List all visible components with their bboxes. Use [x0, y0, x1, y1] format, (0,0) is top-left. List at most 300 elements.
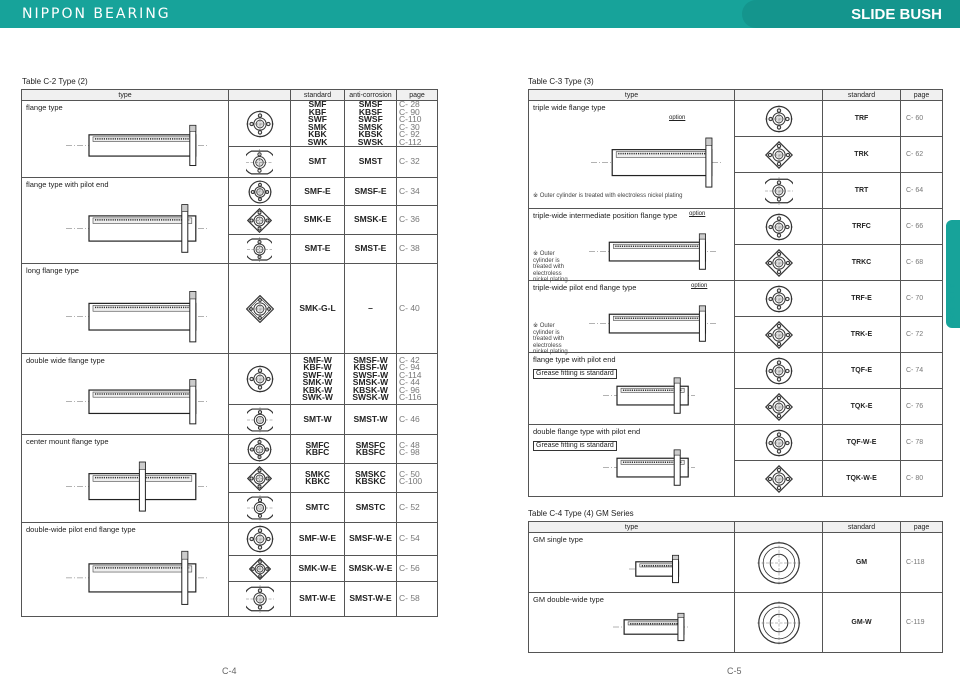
model-code: SMT-W — [303, 413, 332, 424]
page-ref: C- 54 — [399, 533, 420, 544]
standard-cell — [291, 556, 345, 582]
type-label: double-wide pilot end flange type — [26, 525, 136, 534]
page-ref: C- 28 — [399, 99, 420, 109]
model-code: SMK — [308, 121, 327, 132]
icon-cell — [229, 101, 291, 147]
model-code: TRK — [854, 151, 869, 158]
type-cell — [529, 593, 735, 653]
model-code: TRF — [854, 115, 869, 122]
model-code: SWF — [308, 114, 327, 124]
page-list — [397, 468, 437, 486]
type-label: triple-wide intermediate position flange type — [533, 211, 678, 220]
two-flat-flange-icon — [735, 177, 822, 205]
col-header-anti: anti-corrosion — [345, 90, 397, 101]
page-ref: C- 30 — [399, 121, 420, 132]
icon-cell — [735, 389, 823, 425]
anti-cell — [345, 435, 397, 464]
page-ref: C- 38 — [399, 243, 420, 254]
anti-list — [345, 101, 396, 146]
page-ref: C- 70 — [906, 295, 924, 302]
col-header-type: type — [22, 90, 229, 101]
square-flange-icon — [735, 465, 822, 493]
standard-cell — [291, 264, 345, 354]
page-ref: C- 50 — [399, 468, 420, 479]
type-label: GM single type — [533, 535, 584, 544]
type-cell — [22, 264, 229, 354]
page-cell — [397, 582, 438, 617]
page-ref: C- 92 — [399, 129, 420, 139]
icon-cell — [229, 235, 291, 264]
two-flat-flange-icon — [229, 407, 290, 433]
model-code: SMT-W-E — [299, 593, 336, 604]
anti-cell — [345, 354, 397, 405]
gm-table-caption: Table C-4 Type (4) GM Series — [528, 509, 634, 518]
standard-cell — [291, 206, 345, 235]
standard-cell — [823, 245, 901, 281]
icon-cell — [735, 173, 823, 209]
page-list — [397, 245, 437, 253]
type-cell — [22, 101, 229, 178]
anti-cell — [345, 523, 397, 556]
plating-note: ※ Outer cylinder is treated with electroless nickel plating — [533, 193, 683, 199]
cross-section-drawing — [62, 366, 212, 433]
cross-section-drawing — [62, 190, 212, 262]
page-cell — [397, 206, 438, 235]
type-cell — [529, 281, 735, 353]
grease-note: Grease fitting is standard — [533, 441, 617, 451]
page-ref: C- 66 — [906, 223, 924, 230]
model-code: TRKC — [851, 259, 872, 266]
diamond-flange-icon — [229, 295, 290, 323]
model-code: SMST-W — [353, 413, 388, 424]
page-ref: C-116 — [399, 392, 422, 402]
page-cell — [397, 493, 438, 523]
round-flange-icon — [229, 180, 290, 204]
page-ref: C-118 — [906, 559, 925, 566]
model-code: SMSK — [358, 121, 383, 132]
cross-section-drawing — [62, 276, 212, 352]
model-code: SMSF-E — [354, 185, 387, 196]
square-flange-icon — [229, 558, 290, 580]
page-list — [397, 158, 437, 166]
icon-cell — [229, 464, 291, 493]
page-list — [397, 354, 437, 402]
icon-cell — [735, 245, 823, 281]
model-code: SWSF-W — [352, 369, 389, 380]
standard-cell — [823, 533, 901, 593]
model-code: SMF-E — [304, 185, 331, 196]
page-cell — [901, 461, 943, 497]
model-code: SMSF — [358, 99, 383, 109]
round-flange-icon — [735, 105, 822, 133]
page-cell — [397, 101, 438, 147]
page-ref: C- 52 — [399, 501, 420, 512]
model-code: SMK-G-L — [299, 302, 336, 313]
model-code: KBF-W — [303, 362, 332, 372]
model-code: KBFC — [305, 447, 330, 457]
page-ref: C- 90 — [399, 106, 420, 117]
model-code: KBSKC — [355, 476, 386, 486]
page-ref: C- 56 — [399, 562, 420, 573]
page-cell — [397, 523, 438, 556]
standard-list — [291, 185, 344, 196]
anti-cell — [345, 493, 397, 523]
model-code: – — [368, 302, 373, 313]
type-label: center mount flange type — [26, 437, 109, 446]
model-code: SWSK — [357, 136, 384, 147]
anti-cell — [345, 178, 397, 206]
standard-cell — [823, 425, 901, 461]
anti-list — [345, 354, 396, 402]
standard-cell — [291, 464, 345, 493]
model-code: SWF-W — [302, 369, 333, 380]
col-header-standard: standard — [823, 522, 901, 533]
page-cell — [397, 405, 438, 435]
plating-note: ※ Outer cylinder is treated with electroless nickel plating — [533, 251, 568, 283]
page-cell — [397, 435, 438, 464]
page-list — [397, 216, 437, 224]
page-ref: C- 62 — [906, 151, 924, 158]
icon-cell — [735, 209, 823, 245]
icon-cell — [735, 461, 823, 497]
page-ref: C- 58 — [399, 593, 420, 604]
page-ref: C- 74 — [906, 367, 924, 374]
page-ref: C- 94 — [399, 362, 420, 372]
standard-list — [291, 101, 344, 146]
standard-list — [291, 468, 344, 486]
model-code: SWSK-W — [352, 392, 389, 402]
model-code: SMF-W — [303, 354, 332, 365]
standard-list — [291, 535, 344, 543]
section-pill — [742, 0, 960, 28]
icon-cell — [735, 425, 823, 461]
type-label: GM double-wide type — [533, 595, 604, 604]
page-cell — [901, 173, 943, 209]
standard-cell — [291, 235, 345, 264]
standard-list — [291, 439, 344, 457]
page-list — [397, 101, 437, 146]
page-ref: C- 98 — [399, 447, 420, 457]
type-cell — [22, 435, 229, 523]
icon-cell — [229, 354, 291, 405]
model-code: SMSK-W — [352, 377, 389, 387]
two-flat-flange-icon — [229, 495, 290, 521]
page-list — [397, 595, 437, 603]
page-cell — [397, 235, 438, 264]
standard-cell — [291, 178, 345, 206]
standard-list — [291, 413, 344, 424]
anti-list — [345, 439, 396, 457]
standard-cell — [291, 101, 345, 147]
icon-cell — [735, 533, 823, 593]
page-cell — [901, 101, 943, 137]
anti-cell — [345, 556, 397, 582]
page-ref: C- 48 — [399, 439, 420, 450]
page-ref: C- 76 — [906, 403, 924, 410]
standard-cell — [823, 173, 901, 209]
type-label: flange type — [26, 103, 63, 112]
page-ref: C-112 — [399, 136, 422, 147]
anti-list — [345, 595, 396, 603]
page-cell — [901, 593, 943, 653]
model-code: TRK-E — [850, 331, 873, 338]
icon-cell — [229, 147, 291, 178]
page-ref: C- 96 — [399, 384, 420, 395]
model-code: TQF-W-E — [846, 439, 877, 446]
cross-section-drawing — [62, 447, 212, 521]
type-cell — [22, 523, 229, 617]
icon-cell — [735, 137, 823, 173]
standard-list — [291, 562, 344, 573]
model-code: KBSF — [358, 106, 383, 117]
page-cell — [901, 245, 943, 281]
round-flange-icon — [735, 285, 822, 313]
page-cell — [901, 353, 943, 389]
standard-list — [291, 501, 344, 512]
col-header-standard: standard — [823, 90, 901, 101]
col-header-page: page — [901, 90, 943, 101]
model-code: SMKC — [304, 468, 331, 479]
standard-cell — [823, 593, 901, 653]
page-ref: C- 42 — [399, 354, 420, 365]
model-code: SMSKC — [355, 468, 386, 479]
model-code: SMF — [308, 99, 327, 109]
standard-cell — [291, 523, 345, 556]
anti-list — [345, 302, 396, 313]
col-header-page: page — [901, 522, 943, 533]
type-cell — [529, 101, 735, 209]
model-code: SMK-W — [302, 377, 333, 387]
square-flange-icon — [735, 141, 822, 169]
page-list — [397, 302, 437, 313]
page-cell — [397, 464, 438, 493]
col-header-type: type — [529, 90, 735, 101]
left-table-caption: Table C-2 Type (2) — [22, 77, 88, 86]
page-number-right: C-5 — [727, 666, 742, 676]
page-list — [397, 413, 437, 424]
page-ref: C- 72 — [906, 331, 924, 338]
type-cell — [529, 353, 735, 425]
cross-section-drawing — [599, 367, 699, 421]
page-ref: C- 40 — [399, 302, 420, 313]
icon-cell — [229, 206, 291, 235]
icon-cell — [229, 493, 291, 523]
top-header-bar — [0, 0, 960, 28]
side-index-label: SLIDE BUSH — [948, 284, 954, 325]
page-number-left: C-4 — [222, 666, 237, 676]
page-cell — [397, 556, 438, 582]
type-cell — [22, 178, 229, 264]
two-flat-flange-icon — [229, 237, 290, 262]
square-flange-icon — [229, 466, 290, 491]
left-type-table — [21, 89, 438, 617]
type-label: flange type with pilot end — [26, 180, 109, 189]
gm-series-table — [528, 521, 943, 653]
page-cell — [901, 317, 943, 353]
model-code: SMSF-W — [353, 354, 388, 365]
page-ref: C-114 — [399, 369, 422, 380]
page-cell — [901, 281, 943, 317]
anti-list — [345, 468, 396, 486]
page-ref: C- 68 — [906, 259, 924, 266]
model-code: KBK-W — [302, 384, 333, 395]
type-label: long flange type — [26, 266, 79, 275]
model-code: TRFC — [852, 223, 871, 230]
section-title: SLIDE BUSH — [851, 6, 942, 23]
icon-cell — [229, 556, 291, 582]
model-code: SMFC — [305, 439, 330, 450]
model-code: TQK-E — [850, 403, 873, 410]
standard-cell — [823, 209, 901, 245]
page-cell — [397, 178, 438, 206]
model-code: KBKC — [305, 476, 330, 486]
round-flange-icon — [735, 429, 822, 457]
model-code: SMSK-E — [353, 214, 388, 225]
two-flat-flange-icon — [229, 149, 290, 176]
type-cell — [22, 354, 229, 435]
standard-cell — [291, 354, 345, 405]
model-code: TQK-W-E — [846, 475, 877, 482]
anti-list — [345, 562, 396, 573]
model-code: SMSTC — [355, 501, 386, 512]
col-header-page: page — [397, 90, 438, 101]
type-label: flange type with pilot end — [533, 355, 616, 364]
model-code: KBK — [308, 129, 327, 139]
anti-list — [345, 535, 396, 543]
page-cell — [901, 209, 943, 245]
col-header-standard: standard — [291, 90, 345, 101]
type-cell — [529, 209, 735, 281]
page-ref: C- 32 — [399, 156, 420, 167]
model-code: KBSF-W — [353, 362, 388, 372]
square-flange-icon — [735, 393, 822, 421]
model-code: SMST-E — [354, 243, 387, 254]
model-code: TRT — [854, 187, 869, 194]
page-cell — [901, 533, 943, 593]
icon-cell — [229, 435, 291, 464]
page-ref: C- 64 — [906, 187, 924, 194]
anti-list — [345, 413, 396, 424]
model-code: SMK-E — [303, 214, 332, 225]
page-cell — [397, 264, 438, 354]
standard-cell — [291, 582, 345, 617]
model-code: SMSK-W-E — [348, 562, 393, 573]
model-code: GM — [855, 559, 868, 566]
round-flange-icon — [229, 365, 290, 393]
anti-list — [345, 245, 396, 253]
anti-cell — [345, 405, 397, 435]
icon-cell — [229, 582, 291, 617]
cross-section-drawing — [625, 547, 685, 589]
col-header-icon — [229, 90, 291, 101]
model-code: KBSK-W — [353, 384, 388, 395]
page-ref: C- 34 — [399, 185, 420, 196]
page-cell — [901, 389, 943, 425]
standard-cell — [291, 435, 345, 464]
standard-cell — [823, 317, 901, 353]
type-cell — [529, 425, 735, 497]
page-list — [397, 562, 437, 573]
anti-list — [345, 185, 396, 196]
cross-section-drawing — [585, 223, 720, 277]
standard-cell — [823, 281, 901, 317]
anti-cell — [345, 206, 397, 235]
standard-cell — [823, 101, 901, 137]
standard-cell — [823, 137, 901, 173]
page-ref: C- 78 — [906, 439, 924, 446]
round-flange-icon — [735, 213, 822, 241]
page-ref: C-110 — [399, 114, 422, 124]
page-ref: C-119 — [906, 619, 925, 626]
cross-section-drawing — [62, 535, 212, 615]
right-type-table — [528, 89, 943, 497]
type-label: triple wide flange type — [533, 103, 606, 112]
model-code: TRF-E — [851, 295, 872, 302]
cross-section-drawing — [585, 295, 720, 349]
standard-cell — [291, 493, 345, 523]
standard-list — [291, 354, 344, 402]
icon-cell — [735, 353, 823, 389]
standard-cell — [823, 461, 901, 497]
model-code: SWK — [307, 136, 328, 147]
page-ref: C- 36 — [399, 214, 420, 225]
model-code: SMSFC — [355, 439, 386, 450]
page-ref: C- 44 — [399, 377, 420, 387]
model-code: GM-W — [851, 619, 872, 626]
page-list — [397, 535, 437, 543]
standard-list — [291, 245, 344, 253]
two-flat-flange-icon — [229, 585, 290, 613]
standard-list — [291, 158, 344, 166]
square-flange-icon — [735, 321, 822, 349]
anti-cell — [345, 101, 397, 147]
round-flange-icon — [229, 110, 290, 138]
round-flange-icon — [229, 525, 290, 553]
option-label: option — [691, 283, 708, 289]
plating-note: ※ Outer cylinder is treated with electroless nickel plating — [533, 323, 568, 355]
right-table-caption: Table C-3 Type (3) — [528, 77, 594, 86]
standard-list — [291, 595, 344, 603]
standard-cell — [823, 389, 901, 425]
type-label: double flange type with pilot end — [533, 427, 641, 436]
page-cell — [901, 137, 943, 173]
square-flange-icon — [735, 249, 822, 277]
icon-cell — [735, 281, 823, 317]
model-code: SWSF — [358, 114, 383, 124]
square-flange-icon — [229, 208, 290, 233]
model-code: KBF — [308, 106, 327, 117]
model-code: SMT — [308, 156, 327, 167]
page-list — [397, 501, 437, 512]
page-cell — [397, 147, 438, 178]
model-code: SMTC — [305, 501, 330, 512]
model-code: SMK-W-E — [298, 562, 337, 573]
model-code: SWK-W — [302, 392, 333, 402]
anti-cell — [345, 235, 397, 264]
anti-cell — [345, 147, 397, 178]
option-label: option — [689, 211, 706, 217]
icon-cell — [229, 523, 291, 556]
icon-cell — [229, 264, 291, 354]
ring-icon — [735, 541, 822, 585]
page-ref: C-100 — [399, 476, 423, 486]
anti-cell — [345, 582, 397, 617]
cross-section-drawing — [587, 123, 727, 197]
page-cell — [397, 354, 438, 405]
brand-name: NIPPON BEARING — [22, 6, 171, 22]
anti-list — [345, 216, 396, 224]
model-code: KBSFC — [355, 447, 386, 457]
